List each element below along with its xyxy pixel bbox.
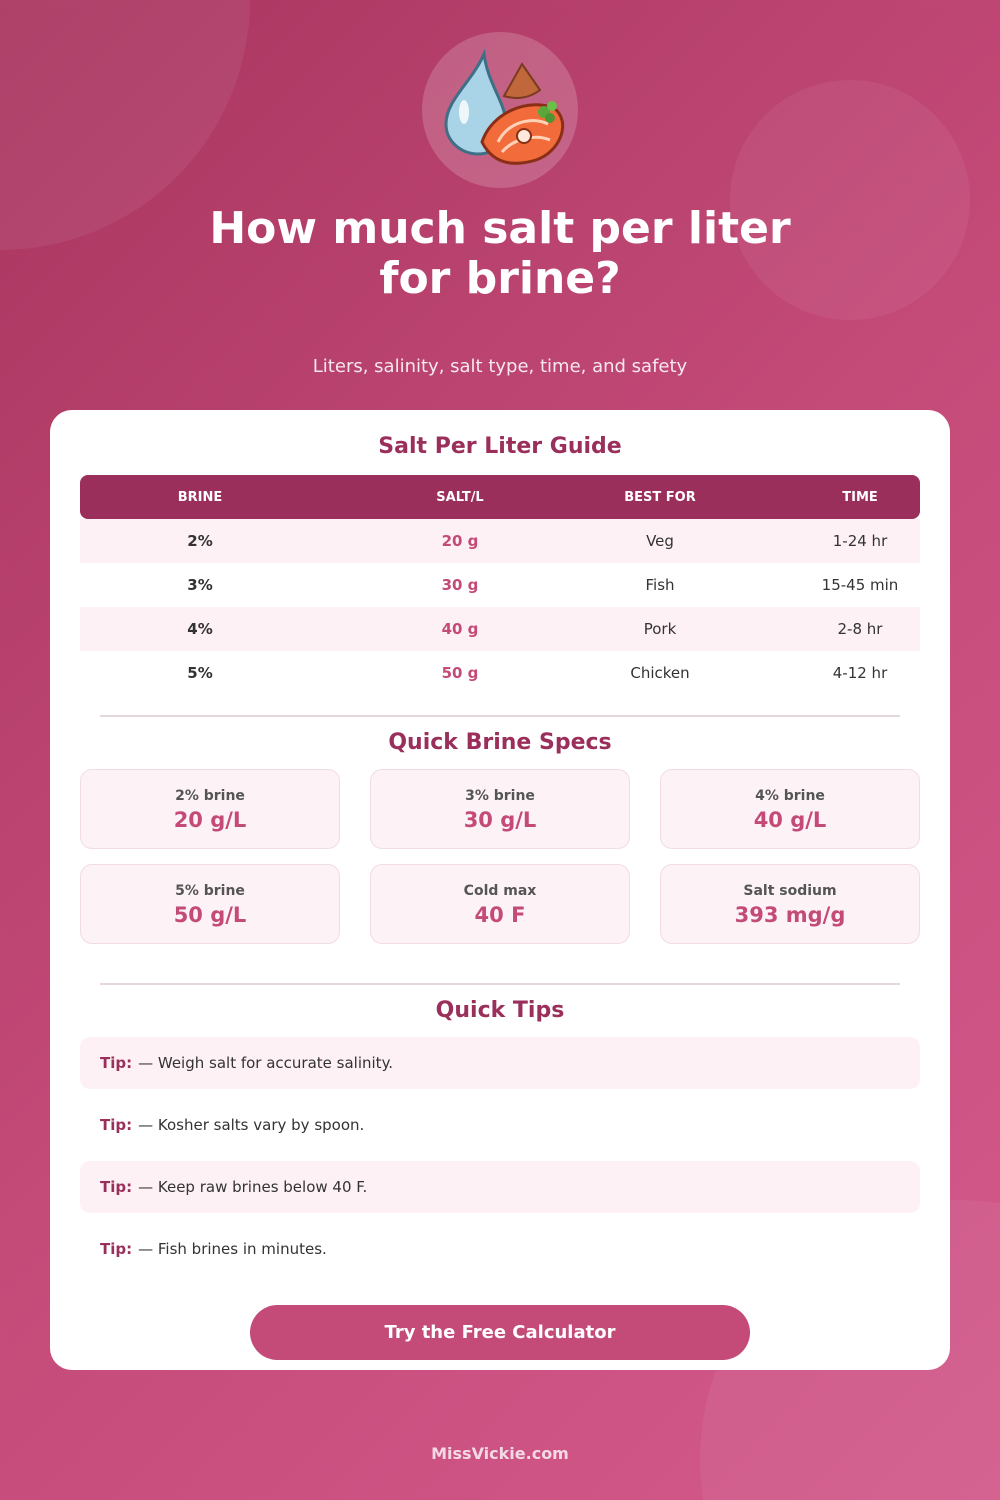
tip-label: Tip: — [100, 1240, 133, 1258]
brine-droplet-salmon-icon — [422, 32, 578, 188]
cell-best-for: Fish — [645, 576, 675, 594]
spec-value: 50 g/L — [173, 903, 247, 927]
spec-card — [370, 864, 630, 944]
section-divider — [100, 983, 900, 985]
spec-label: 5% brine — [175, 883, 245, 899]
cell-best-for: Veg — [646, 532, 674, 550]
header-brine: BRINE — [177, 489, 223, 505]
cell-salt: 20 g — [441, 532, 479, 550]
content-card — [50, 410, 950, 1370]
cell-brine: 3% — [187, 576, 213, 594]
cell-time: 4-12 hr — [832, 664, 888, 682]
tip-label: Tip: — [100, 1054, 133, 1072]
spec-card — [660, 769, 920, 849]
tips-title: Quick Tips — [435, 998, 565, 1023]
title-line-1: How much salt per liter — [209, 203, 791, 254]
spec-card — [370, 769, 630, 849]
table-row — [80, 563, 920, 607]
header-best-for: BEST FOR — [624, 489, 696, 505]
tip-text: — Weigh salt for accurate salinity. — [138, 1054, 394, 1072]
cell-brine: 2% — [187, 532, 213, 550]
spec-value: 40 g/L — [753, 808, 827, 832]
tip-item — [80, 1223, 920, 1275]
spec-value: 40 F — [474, 903, 526, 927]
calculator-button[interactable]: Try the Free Calculator — [250, 1305, 750, 1360]
spec-card — [660, 864, 920, 944]
spec-card — [80, 769, 340, 849]
header-salt: SALT/L — [436, 489, 484, 505]
spec-label: 2% brine — [175, 788, 245, 804]
table-row — [80, 519, 920, 563]
cell-salt: 30 g — [441, 576, 479, 594]
cell-best-for: Chicken — [630, 664, 690, 682]
header-time: TIME — [842, 489, 878, 505]
tip-text: — Keep raw brines below 40 F. — [138, 1178, 368, 1196]
spec-label: Salt sodium — [743, 883, 837, 899]
spec-value: 30 g/L — [463, 808, 537, 832]
page-title — [100, 204, 900, 304]
tip-item — [80, 1161, 920, 1213]
tip-label: Tip: — [100, 1116, 133, 1134]
table-row — [80, 607, 920, 651]
cell-brine: 5% — [187, 664, 213, 682]
tip-item — [80, 1099, 920, 1151]
spec-card — [80, 864, 340, 944]
guide-title: Salt Per Liter Guide — [378, 434, 622, 459]
spec-value: 20 g/L — [173, 808, 247, 832]
page-subtitle: Liters, salinity, salt type, time, and safety — [312, 356, 688, 377]
tip-item — [80, 1037, 920, 1089]
cell-time: 2-8 hr — [837, 620, 883, 638]
footer-brand[interactable]: MissVickie.com — [431, 1444, 569, 1463]
table-header — [80, 475, 920, 519]
tip-label: Tip: — [100, 1178, 133, 1196]
salt-guide-table — [80, 475, 920, 695]
spec-label: 4% brine — [755, 788, 825, 804]
section-divider — [100, 715, 900, 717]
table-row — [80, 651, 920, 695]
cell-salt: 40 g — [441, 620, 479, 638]
tip-text: — Kosher salts vary by spoon. — [138, 1116, 365, 1134]
spec-label: Cold max — [463, 883, 537, 899]
title-line-2: for brine? — [379, 253, 621, 304]
spec-label: 3% brine — [465, 788, 535, 804]
specs-title: Quick Brine Specs — [388, 730, 612, 755]
cell-time: 1-24 hr — [832, 532, 888, 550]
cell-best-for: Pork — [643, 620, 677, 638]
spec-value: 393 mg/g — [734, 903, 846, 927]
cell-brine: 4% — [187, 620, 213, 638]
cell-time: 15-45 min — [821, 576, 899, 594]
tip-text: — Fish brines in minutes. — [138, 1240, 327, 1258]
cell-salt: 50 g — [441, 664, 479, 682]
